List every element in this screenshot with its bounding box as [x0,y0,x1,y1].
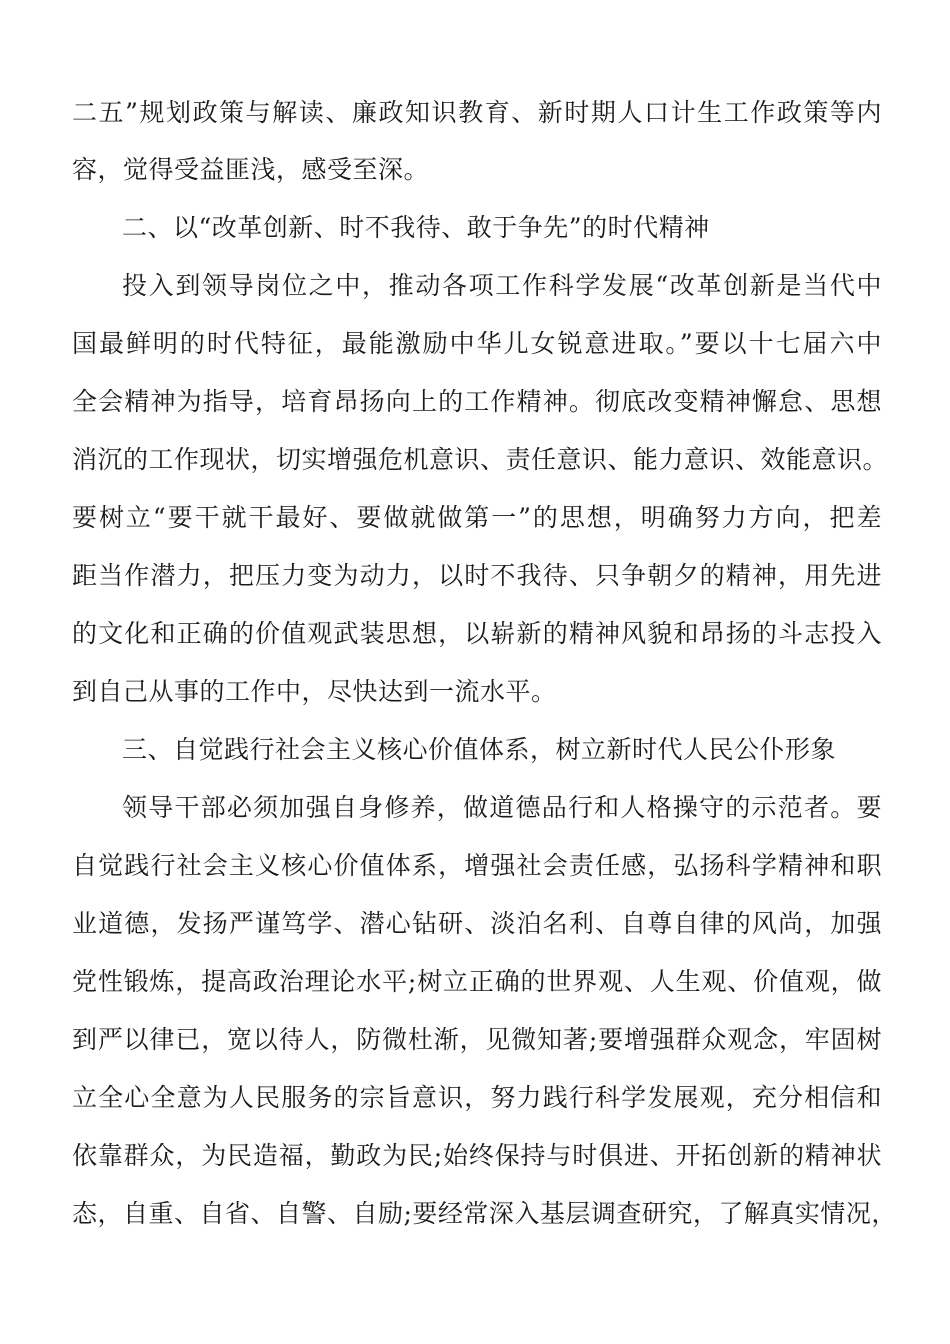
text-line: 业道德，发扬严谨笃学、潜心钻研、淡泊名利、自尊自律的风尚，加强 [72,909,882,938]
text-line: 领导干部必须加强自身修养，做道德品行和人格操守的示范者。要 [122,793,882,822]
text-line: 到自己从事的工作中，尽快达到一流水平。 [72,677,557,706]
text-line: 到严以律已，宽以待人，防微杜渐，见微知著;要增强群众观念，牢固树 [72,1025,882,1054]
text-line: 容，觉得受益匪浅，感受至深。 [72,155,430,184]
text-line: 立全心全意为人民服务的宗旨意识，努力践行科学发展观，充分相信和 [72,1083,882,1112]
text-line: 二五”规划政策与解读、廉政知识教育、新时期人口计生工作政策等内 [72,98,882,127]
text-line: 自觉践行社会主义核心价值体系，增强社会责任感，弘扬科学精神和职 [72,851,882,880]
text-line: 距当作潜力，把压力变为动力，以时不我待、只争朝夕的精神，用先进 [72,561,882,590]
text-line: 全会精神为指导，培育昂扬向上的工作精神。彻底改变精神懈怠、思想 [72,387,882,416]
text-line: 要树立“要干就干最好、要做就做第一”的思想，明确努力方向，把差 [72,503,882,532]
text-line: 消沉的工作现状，切实增强危机意识、责任意识、能力意识、效能意识。 [72,445,889,474]
text-line: 依靠群众，为民造福，勤政为民;始终保持与时俱进、开拓创新的精神状 [72,1141,882,1170]
text-line: 态，自重、自省、自警、自励;要经常深入基层调查研究，了解真实情况， [72,1199,897,1228]
text-line: 的文化和正确的价值观武装思想，以崭新的精神风貌和昂扬的斗志投入 [72,619,882,648]
text-line: 投入到领导岗位之中，推动各项工作科学发展“改革创新是当代中 [122,271,882,300]
section-heading: 二、以“改革创新、时不我待、敢于争先”的时代精神 [122,213,710,242]
section-heading: 三、自觉践行社会主义核心价值体系，树立新时代人民公仆形象 [122,735,837,764]
text-line: 国最鲜明的时代特征，最能激励中华儿女锐意进取。”要以十七届六中 [72,329,882,358]
text-line: 党性锻炼，提高政治理论水平;树立正确的世界观、人生观、价值观，做 [72,967,882,996]
